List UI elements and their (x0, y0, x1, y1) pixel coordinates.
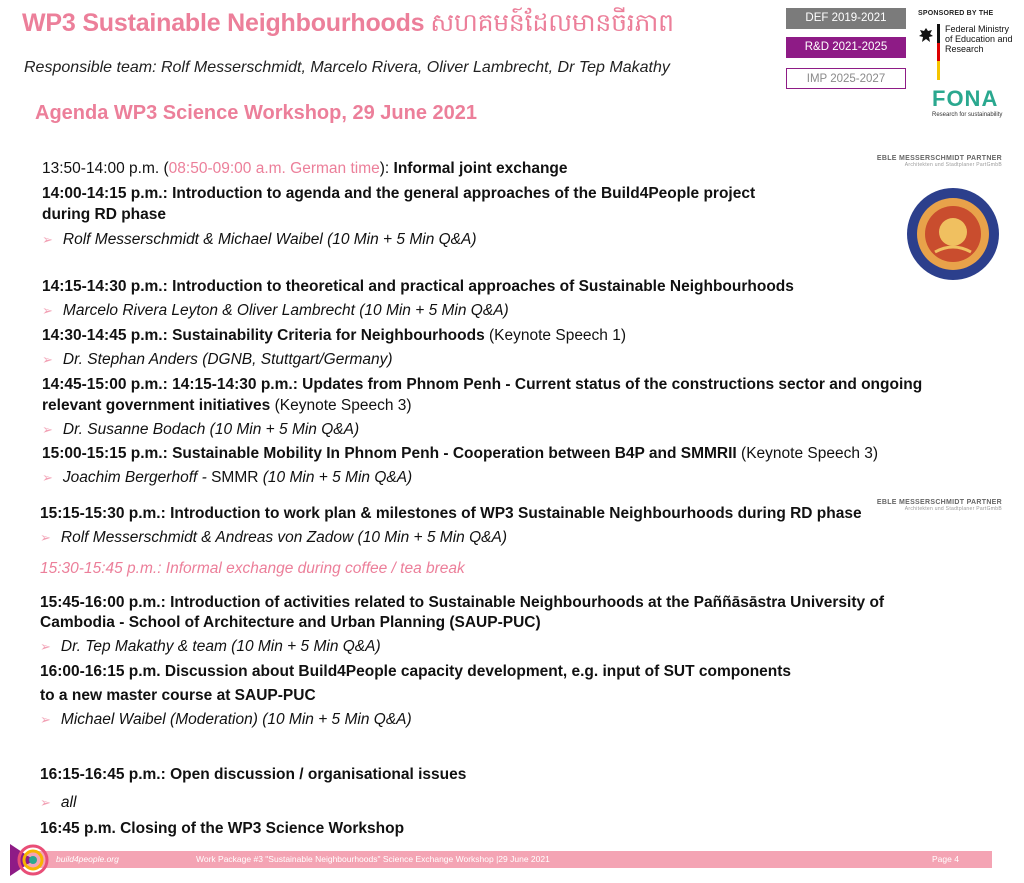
phase-rd-badge: R&D 2021-2025 (786, 37, 906, 58)
footer-bar (28, 851, 992, 868)
item-5-speaker-text: Dr. Susanne Bodach (10 Min + 5 Min Q&A) (62, 421, 360, 438)
agenda-item-1 (42, 158, 568, 180)
university-seal-icon (905, 186, 1001, 282)
arrow-bullet-icon: ➢ (42, 352, 53, 367)
agenda-item-9-speaker (40, 636, 381, 658)
footer-site: build4people.org (56, 854, 119, 864)
item-1-time: 13:50-14:00 p.m. ( (42, 160, 169, 177)
agenda-item-9-line2: Cambodia - School of Architecture and Urban Planning (SAUP-PUC) (40, 614, 541, 631)
phase-imp-badge: IMP 2025-2027 (786, 68, 906, 89)
partner-name-2: EBLE MESSERSCHMIDT PARTNER (876, 499, 1002, 506)
partner-name: EBLE MESSERSCHMIDT PARTNER (876, 155, 1002, 162)
item-7-speaker-text: Rolf Messerschmidt & Andreas von Zadow (10 Min + 5 Min Q&A) (60, 529, 507, 546)
agenda-item-5-line2 (42, 395, 412, 417)
partner-sub-2: Architekten und Stadtplaner PartGmbB (904, 506, 1002, 512)
agenda-item-2-speaker (42, 229, 477, 251)
item-9-speaker-text: Dr. Tep Makathy & team (10 Min + 5 Min Q&A) (60, 638, 381, 655)
agenda-item-5-speaker (42, 419, 359, 441)
fona-logo: FONA (932, 86, 999, 111)
arrow-bullet-icon: ➢ (40, 639, 51, 654)
agenda-item-3-speaker (42, 300, 509, 322)
item-1-close: ): (379, 160, 394, 177)
arrow-bullet-icon: ➢ (40, 795, 51, 810)
partner-logo-top (877, 155, 1002, 168)
arrow-bullet-icon: ➢ (40, 530, 51, 545)
agenda-item-8-break: 15:30-15:45 p.m.: Informal exchange during coffee / tea break (40, 560, 465, 577)
item-2-speaker-text: Rolf Messerschmidt & Michael Waibel (10 Min + 5 Min Q&A) (62, 231, 477, 248)
partner-logo-bottom (877, 499, 1002, 512)
agenda-item-5-line1: 14:45-15:00 p.m.: 14:15-14:30 p.m.: Updates from Phnom Penh - Current status of the constructions sector and ongoing (42, 376, 923, 393)
page-title (22, 8, 674, 44)
agenda-item-2-line1: 14:00-14:15 p.m.: Introduction to agenda and the general approaches of the Build4People project (42, 185, 756, 202)
arrow-bullet-icon: ➢ (42, 232, 53, 247)
partner-sub: Architekten und Stadtplaner PartGmbB (904, 162, 1002, 168)
agenda-item-12-title: 16:45 p.m. Closing of the WP3 Science Workshop (40, 820, 405, 837)
footer-text: Work Package #3 "Sustainable Neighbourhoods" Science Exchange Workshop |29 June 2021 (196, 854, 550, 864)
fona-tagline: Research for sustainability (932, 112, 1003, 118)
item-11-speaker-text: all (60, 794, 77, 811)
agenda-item-11-speaker (40, 792, 76, 814)
item-4-title-text: 14:30-14:45 p.m.: Sustainability Criteria for Neighbourhoods (42, 327, 485, 344)
agenda-title: Agenda WP3 Science Workshop, 29 June 2021 (35, 102, 478, 124)
agenda-item-7-title: 15:15-15:30 p.m.: Introduction to work plan & milestones of WP3 Sustainable Neighbourhoods during RD phase (40, 505, 862, 522)
item-6-speaker-b: SMMR (211, 469, 259, 486)
item-6-title-text: 15:00-15:15 p.m.: Sustainable Mobility In Phnom Penh - Cooperation between B4P and SMMRII (42, 445, 737, 462)
agenda-item-6-speaker (42, 467, 412, 489)
agenda-item-2-line2: during RD phase (42, 206, 167, 223)
item-10-speaker-text: Michael Waibel (Moderation) (10 Min + 5 Min Q&A) (60, 711, 412, 728)
arrow-bullet-icon: ➢ (42, 422, 53, 437)
agenda-item-10-line2: to a new master course at SAUP-PUC (40, 687, 316, 704)
build4people-logo-icon (8, 840, 50, 880)
agenda-item-6-title (42, 443, 878, 465)
title-text: WP3 Sustainable Neighbourhoods (22, 9, 425, 37)
agenda-item-4-title (42, 325, 626, 347)
agenda-item-9-line1: 15:45-16:00 p.m.: Introduction of activities related to Sustainable Neighbourhoods at the Paññāsāstra University of (40, 594, 885, 611)
item-5-note: (Keynote Speech 3) (270, 397, 412, 414)
arrow-bullet-icon: ➢ (42, 303, 53, 318)
item-1-german-time: 08:50-09:00 a.m. German time (168, 160, 380, 177)
item-6-speaker-c: (10 Min + 5 Min Q&A) (258, 469, 413, 486)
agenda-item-10-line1: 16:00-16:15 p.m. Discussion about Build4People capacity development, e.g. input of SUT components (40, 663, 792, 680)
item-6-note: (Keynote Speech 3) (736, 445, 879, 462)
agenda-item-11-title: 16:15-16:45 p.m.: Open discussion / organisational issues (40, 766, 467, 783)
agenda-item-4-speaker (42, 349, 393, 371)
agenda-item-7-speaker (40, 527, 507, 549)
federal-eagle-icon (918, 27, 934, 45)
sponsor-caption: SPONSORED BY THE (918, 10, 994, 17)
agenda-item-3-title: 14:15-14:30 p.m.: Introduction to theoretical and practical approaches of Sustainable Neighbourhoods (42, 278, 794, 295)
phase-def-badge: DEF 2019-2021 (786, 8, 906, 29)
ministry-name: Federal Ministry of Education and Research (945, 24, 1013, 54)
agenda-item-10-speaker (40, 709, 412, 731)
title-khmer: សហគមន៍ដែលមានចីរភាព (430, 9, 674, 37)
item-6-speaker-a: Joachim Bergerhoff - (62, 469, 212, 486)
responsible-team: Responsible team: Rolf Messerschmidt, Marcelo Rivera, Oliver Lambrecht, Dr Tep Makathy (24, 59, 670, 76)
arrow-bullet-icon: ➢ (42, 470, 53, 485)
item-4-note: (Keynote Speech 1) (484, 327, 627, 344)
arrow-bullet-icon: ➢ (40, 712, 51, 727)
item-5-title-l2: relevant government initiatives (42, 397, 271, 414)
item-4-speaker-text: Dr. Stephan Anders (DGNB, Stuttgart/Germany) (62, 351, 393, 368)
german-flag-icon (937, 24, 940, 80)
footer-page: Page 4 (932, 854, 959, 864)
item-3-speaker-text: Marcelo Rivera Leyton & Oliver Lambrecht (10 Min + 5 Min Q&A) (62, 302, 509, 319)
item-1-title: Informal joint exchange (393, 160, 568, 177)
